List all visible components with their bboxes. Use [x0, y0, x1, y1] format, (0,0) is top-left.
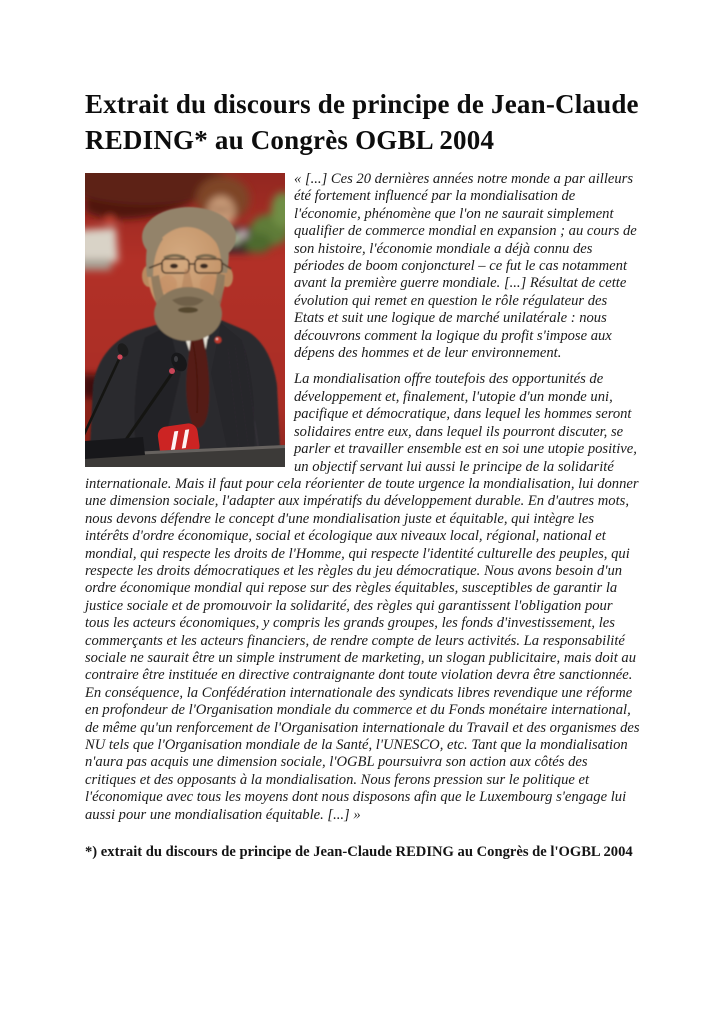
lapel-pin	[215, 337, 222, 344]
left-eye	[170, 264, 178, 269]
mic-ring-left	[117, 354, 122, 359]
table-shadow	[85, 259, 111, 270]
beard	[154, 287, 222, 341]
foliage	[244, 233, 272, 253]
red-dot	[106, 216, 114, 224]
mic-head-highlight	[174, 356, 178, 362]
page-title: Extrait du discours de principe de Jean-Claude REDING* au Congrès OGBL 2004	[85, 89, 639, 155]
mic-ring-right	[169, 368, 175, 374]
quote-paragraph-2: La mondialisation offre toutefois des opportunités de développement et, finalement, l'utopie d'un monde uni, pacifique et démocratique, dans lequel les hommes seront solidaires entre eux, dans lequel ils pourront discuter, se parler et travailler ensemble est en soi une utopie positive, un objectif servant lui aussi le principe de la solidarité internationale. Mais il faut pour cela réorienter de toute urgence la mondialisation, lui donner une dimension sociale, l'adapter aux impératifs du développement durable. En d'autres mots, nous devons défendre le concept d'une mondialisation juste et équitable, qui intègre les intérêts d'ordre économique, social et écologique aux niveaux local, régional, national et mondial, qui respecte les droits de l'Homme, qui respecte l'identité culturelle des peuples, qui respecte les droits démocratiques et les règles du jeu démocratique. Nous avons besoin d'un ordre économique mondial qui repose sur des règles équitables, susceptibles de garantir la justice sociale et de promouvoir la solidarité, des règles qui garantissent l'obligation pour tous les acteurs économiques, y compris les grands groupes, les fonds d'investissement, les commerçants et les acteurs financiers, de rendre compte de leurs activités. La responsabilité sociale ne saurait être un simple instrument de marketing, un slogan publicitaire, mais doit au contraire être instituée en directive contraignante dont toute violation devra être sanctionnée. En conséquence, la Confédération internationale des syndicats libres revendique une réforme en profondeur de l'Organisation mondiale du commerce et du Fonds monétaire international, de même qu'un renforcement de l'Organisation internationale du Travail et des organismes des NU tels que l'Organisation mondiale de la Santé, l'UNESCO, etc. Tant que la mondialisation n'aura pas acquis une dimension sociale, l'OGBL poursuivra son action aux côtés des critiques et des opposants à la mondialisation. Nous ferons pression sur le politique et l'économique avec tous les moyens dont nous disposons afin que le Luxembourg s'engage lui aussi pour une mondialisation équitable. [...] »	[85, 371, 640, 823]
speaker-photo	[85, 173, 285, 467]
blouse-detail	[239, 230, 247, 238]
speaker-photo-illustration	[85, 173, 285, 467]
audience-woman-glasses	[211, 208, 230, 211]
footnote: *) extrait du discours de principe de Jean-Claude REDING au Congrès de l'OGBL 2004	[85, 844, 633, 861]
lapel-pin-highlight	[216, 338, 218, 340]
mouth	[178, 307, 198, 313]
article-body	[85, 171, 640, 824]
table-edge	[85, 228, 118, 265]
quote-paragraph-1: « [...] Ces 20 dernières années notre monde a par ailleurs été fortement influencé par la mondialisation de l'économie, phénomène que l'on ne saurait simplement qualifier de commerce mondial en expansion ; au cours de son histoire, l'économie mondiale a déjà connu des périodes de boom conjoncturel – ce fut le cas notamment avant la première guerre mondiale. [...] Résultat de cette évolution qui remet en question le rôle régulateur des Etats et suit une logique de marché unilatérale : nous découvrons comment la logique du profit s'impose aux dépens des hommes et de leur environnement.	[294, 171, 637, 362]
right-eye	[200, 264, 208, 269]
